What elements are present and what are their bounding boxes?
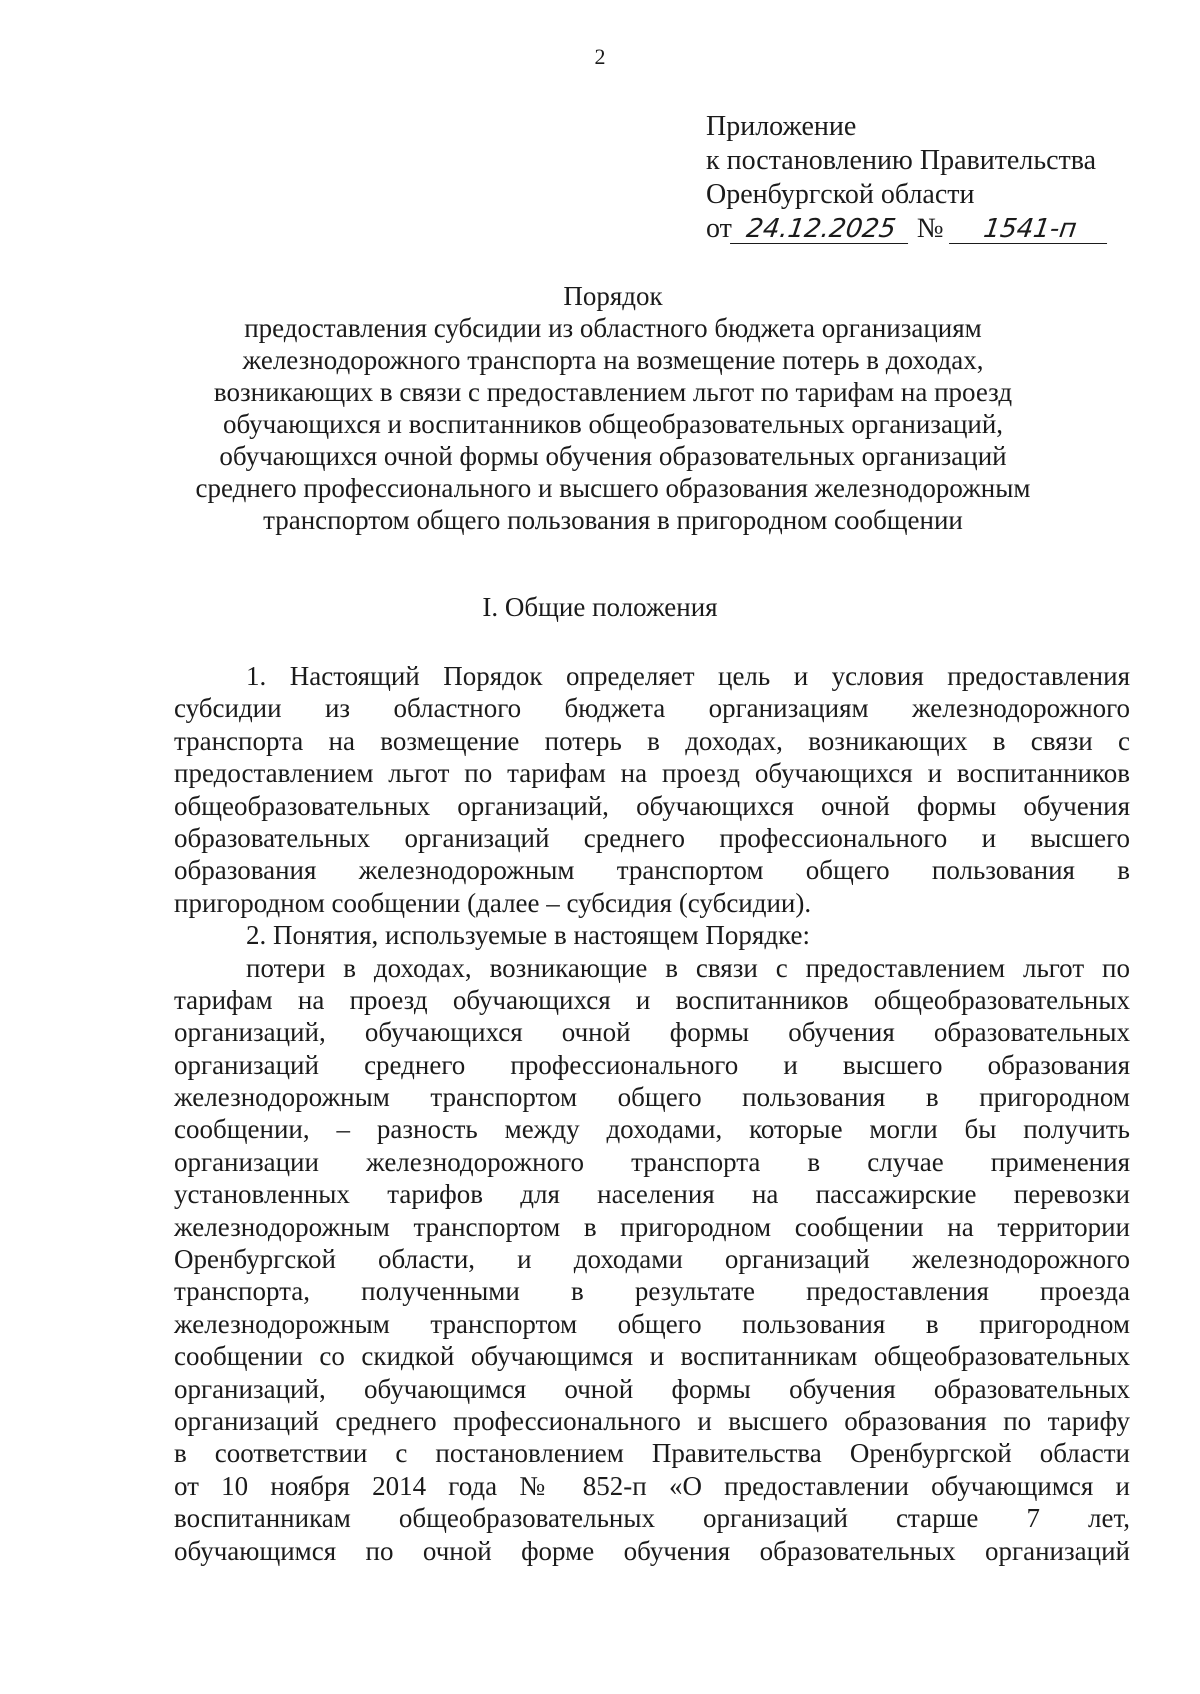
title-line: среднего профессионального и высшего образования железнодорожным (195, 473, 1031, 503)
paragraph-3-line: железнодорожным транспортом общего пользования в пригородном (174, 1082, 1130, 1113)
body-text (174, 660, 1130, 1567)
paragraph-3-line: Оренбургской области, и доходами организаций железнодорожного (174, 1244, 1130, 1275)
paragraph-3-line: железнодорожным транспортом в пригородном сообщении на территории (174, 1211, 1130, 1242)
paragraph-1-line: общеобразовательных организаций, обучающихся очной формы обучения (174, 790, 1130, 821)
title-line: предоставления субсидии из областного бюджета организациям (244, 313, 982, 343)
paragraph-3-line: обучающимся по очной форме обучения образовательных организаций (174, 1535, 1130, 1566)
paragraph-1-line: транспорта на возмещение потерь в доходах, возникающих в связи с (174, 725, 1130, 756)
appendix-title: Приложение (706, 111, 857, 142)
title-line: обучающихся и воспитанников общеобразовательных организаций, (222, 409, 1004, 439)
from-prefix: от (706, 213, 732, 244)
appendix-reference-line (706, 212, 1146, 246)
handwritten-date: 24.12.2025 (730, 215, 912, 244)
appendix-block (706, 110, 1146, 246)
handwritten-number: 1541-п (949, 215, 1111, 244)
paragraph-3-line: организации железнодорожного транспорта в случае применения (174, 1146, 1130, 1177)
title-line: железнодорожного транспорта на возмещение потерь в доходах, (242, 345, 984, 375)
title-line: возникающих в связи с предоставлением льгот по тарифам на проезд (213, 377, 1013, 407)
paragraph-3-line: установленных тарифов для населения на пассажирские перевозки (174, 1179, 1130, 1210)
paragraph-1-line: пригородном сообщении (далее – субсидия (субсидии). (174, 887, 812, 918)
paragraph-3-line: организаций, обучающимся очной формы обучения образовательных (174, 1373, 1130, 1404)
page-number: 2 (594, 44, 606, 69)
paragraph-1-line: образовательных организаций среднего профессионального и высшего (174, 822, 1130, 853)
paragraph-3-line: организаций среднего профессионального и высшего образования (174, 1049, 1130, 1080)
section-heading: I. Общие положения (482, 592, 718, 622)
paragraph-1-line: 1. Настоящий Порядок определяет цель и условия предоставления (246, 661, 1130, 691)
paragraph-3-line: тарифам на проезд обучающихся и воспитанников общеобразовательных (174, 984, 1130, 1015)
paragraph-3-line: сообщении, – разность между доходами, которые могли бы получить (174, 1114, 1130, 1145)
appendix-region-line: Оренбургской области (706, 179, 975, 210)
paragraph-3-line: в соответствии с постановлением Правительства Оренбургской области (174, 1438, 1130, 1469)
paragraph-3-line: воспитанникам общеобразовательных организаций старше 7 лет, (174, 1503, 1130, 1534)
paragraph-3-line: потери в доходах, возникающие в связи с предоставлением льгот по (246, 952, 1130, 983)
title-line: обучающихся очной формы обучения образовательных организаций (219, 441, 1007, 471)
paragraph-3-line: от 10 ноября 2014 года № 852-п «О предоставлении обучающимся и (174, 1470, 1130, 1501)
number-sign: № (916, 213, 944, 244)
paragraph-2-line: 2. Понятия, используемые в настоящем Порядке: (246, 920, 810, 951)
paragraph-1-line: предоставлением льгот по тарифам на проезд обучающихся и воспитанников (174, 758, 1130, 789)
paragraph-3-line: транспорта, полученными в результате предоставления проезда (174, 1276, 1130, 1307)
paragraph-1-line: образования железнодорожным транспортом общего пользования в (174, 855, 1130, 886)
title-line: транспортом общего пользования в пригородном сообщении (263, 505, 963, 535)
paragraph-3-line: сообщении со скидкой обучающимся и воспитанникам общеобразовательных (174, 1341, 1130, 1372)
title-heading: Порядок (563, 281, 663, 311)
paragraph-1-line: субсидии из областного бюджета организациям железнодорожного (174, 693, 1130, 724)
paragraph-3-line: железнодорожным транспортом общего пользования в пригородном (174, 1308, 1130, 1339)
paragraph-3-line: организаций, обучающихся очной формы обучения образовательных (174, 1017, 1130, 1048)
document-title (160, 280, 1066, 536)
appendix-decree-line: к постановлению Правительства (706, 145, 1097, 176)
paragraph-3-line: организаций среднего профессионального и высшего образования по тарифу (174, 1405, 1130, 1436)
